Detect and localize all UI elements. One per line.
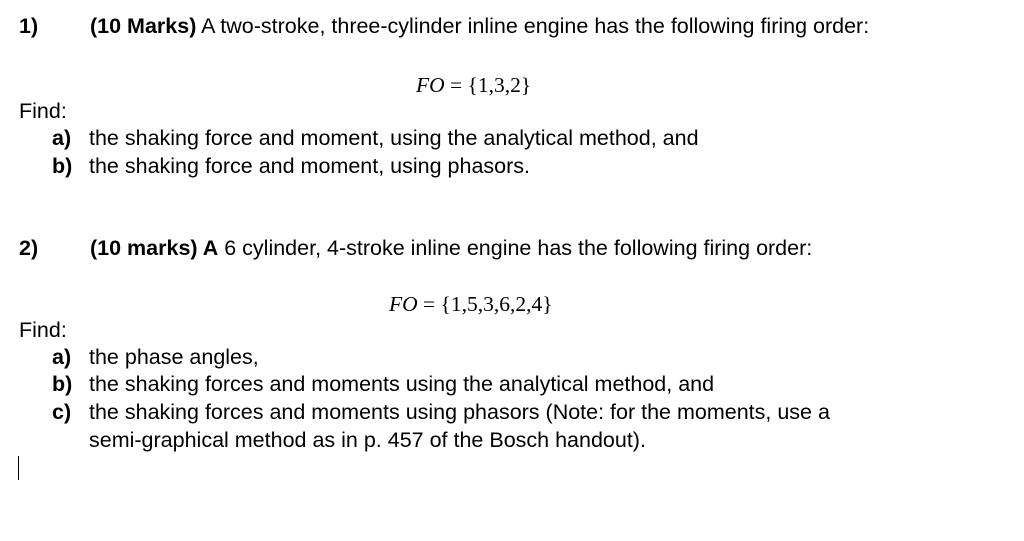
item-label: b) (52, 154, 73, 178)
item-label: a) (52, 345, 72, 369)
question-1-number: 1) (19, 14, 39, 38)
question-2-marks: (10 marks) A (90, 236, 219, 260)
item-text: the shaking force and moment, using the analytical method, and (89, 126, 699, 150)
question-2-formula (389, 292, 553, 317)
question-1-formula-var: FO (416, 73, 445, 97)
question-1-marks: (10 Marks) (90, 14, 197, 38)
item-text: the phase angles, (89, 345, 259, 369)
question-2-formula-value: = {1,5,3,6,2,4} (417, 292, 553, 316)
question-2-item-b (52, 372, 714, 397)
question-2-item-a (52, 345, 259, 370)
question-2-number: 2) (19, 236, 39, 260)
question-1-formula (416, 73, 531, 98)
item-label: c) (52, 400, 72, 424)
question-2-item-c (52, 400, 830, 425)
question-1-text: A two-stroke, three-cylinder inline engine has the following firing order: (196, 14, 870, 38)
question-2-item-c-continuation: semi-graphical method as in p. 457 of the Bosch handout). (89, 428, 646, 452)
question-1-find-label: Find: (19, 99, 67, 123)
question-2-text: 6 cylinder, 4-stroke inline engine has the following firing order: (218, 236, 813, 260)
text-cursor[interactable] (18, 456, 19, 480)
item-text: the shaking forces and moments using phasors (Note: for the moments, use a (89, 400, 830, 424)
question-2-find-label: Find: (19, 318, 67, 342)
item-label: b) (52, 372, 73, 396)
question-2-heading (19, 236, 812, 261)
question-1-formula-value: = {1,3,2} (444, 73, 532, 97)
item-text: the shaking forces and moments using the analytical method, and (89, 372, 715, 396)
question-1-item-b (52, 154, 530, 179)
question-1-item-a (52, 126, 699, 151)
item-label: a) (52, 126, 72, 150)
question-1-heading (19, 14, 869, 39)
question-2-formula-var: FO (389, 292, 418, 316)
item-text: the shaking force and moment, using phasors. (89, 154, 531, 178)
